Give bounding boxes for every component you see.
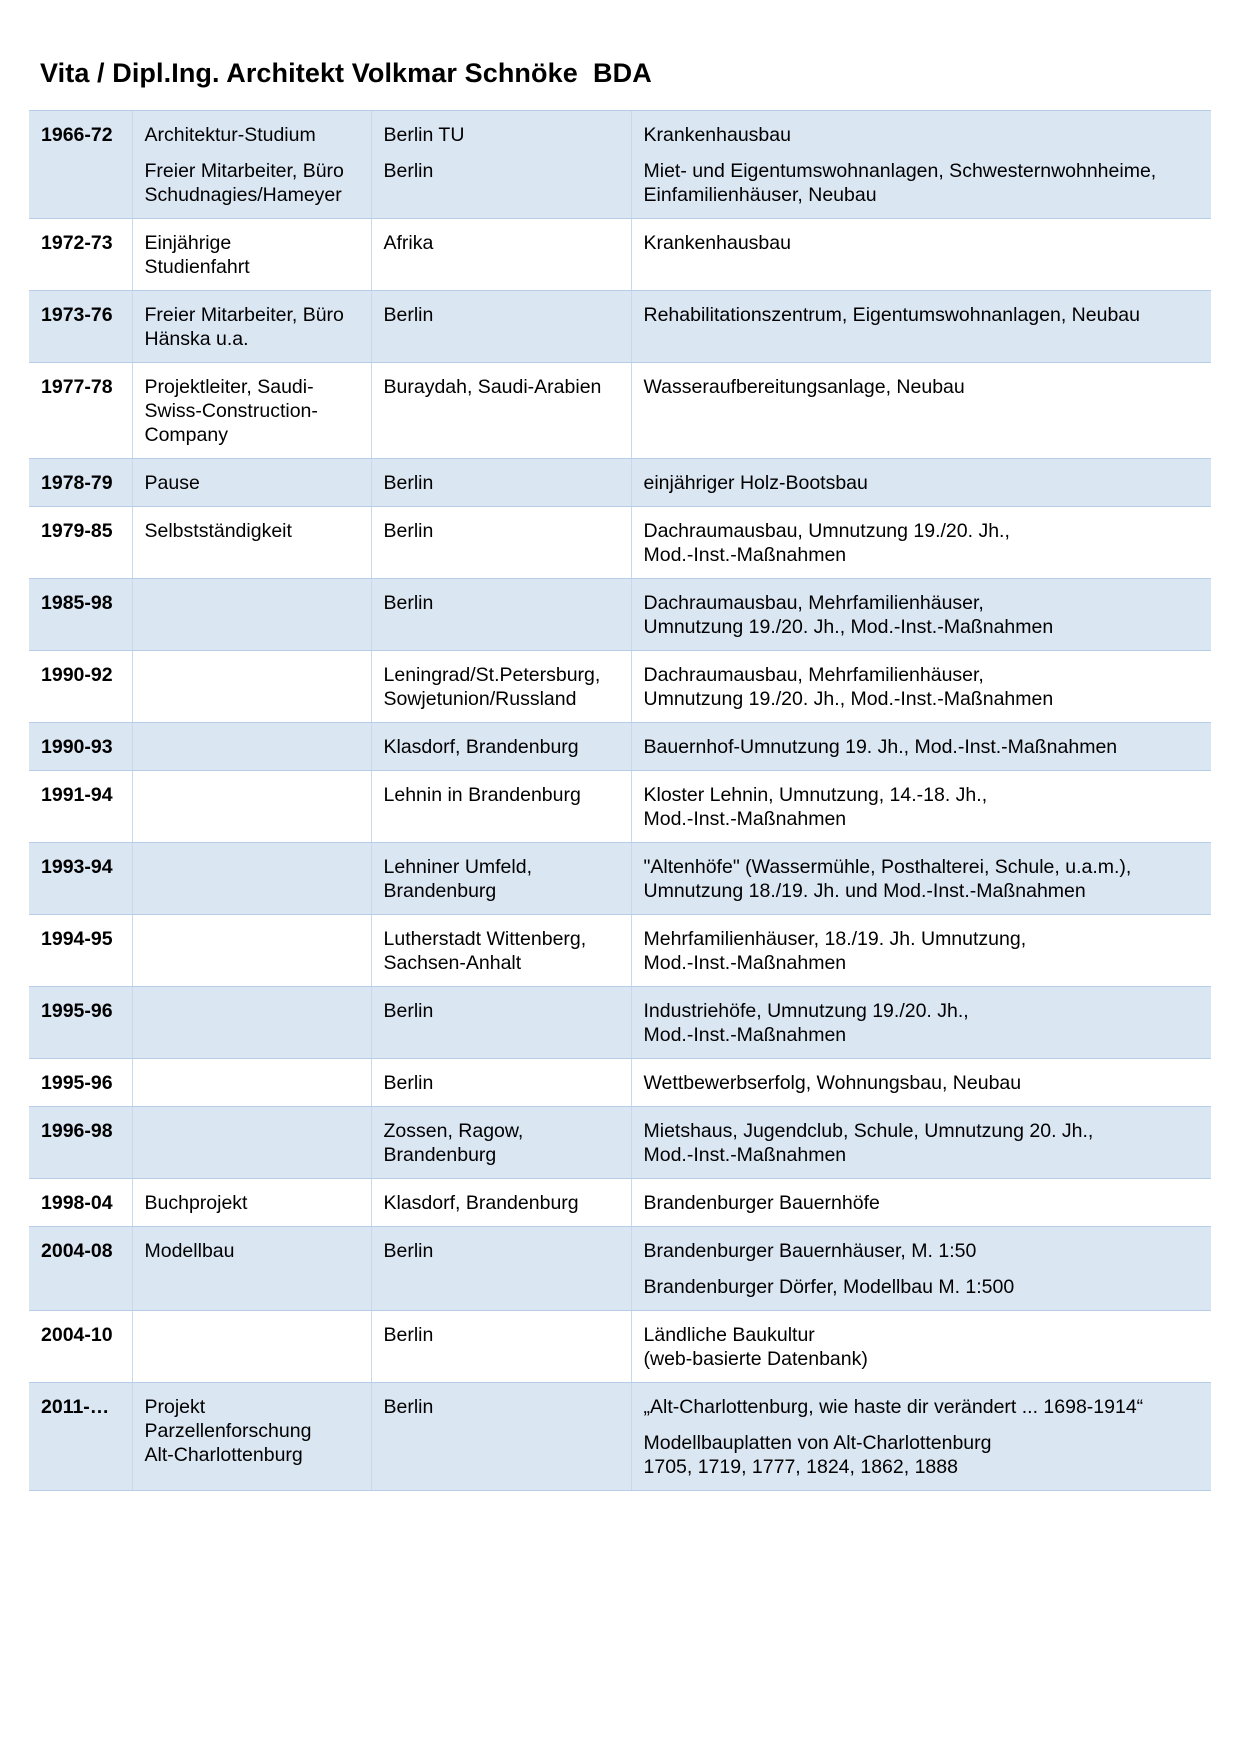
place-cell (371, 1383, 631, 1491)
year-cell: 2011-… (29, 1383, 132, 1491)
work-cell (631, 1383, 1211, 1491)
cell-entry: Pause (144, 472, 200, 494)
place-cell (371, 111, 631, 219)
cell-entry: Berlin (383, 520, 434, 542)
work-cell (631, 843, 1211, 915)
role-cell (132, 771, 371, 843)
role-cell (132, 579, 371, 651)
vita-table (29, 110, 1211, 1491)
role-cell (132, 915, 371, 987)
cell-entry: Projektleiter, Saudi- Swiss-Construction- Company (144, 376, 318, 446)
cell-entry: Einjährige Studienfahrt (144, 232, 250, 278)
cell-entry: Modellbau (144, 1240, 235, 1262)
place-cell (371, 1059, 631, 1107)
work-cell (631, 723, 1211, 771)
cell-entry: Mietshaus, Jugendclub, Schule, Umnutzung 20. Jh., Mod.-Inst.-Maßnahmen (643, 1120, 1094, 1166)
work-cell (631, 1059, 1211, 1107)
year-cell: 1994-95 (29, 915, 132, 987)
cell-entry: Brandenburger Bauernhöfe (643, 1192, 880, 1214)
role-cell (132, 1179, 371, 1227)
table-row (29, 111, 1211, 219)
year-cell: 1977-78 (29, 363, 132, 459)
place-cell (371, 1107, 631, 1179)
table-row (29, 363, 1211, 459)
cell-entry: Berlin (383, 1072, 434, 1094)
year-cell: 1978-79 (29, 459, 132, 507)
cell-entry: Brandenburger Dörfer, Modellbau M. 1:500 (643, 1276, 1015, 1298)
place-cell (371, 651, 631, 723)
role-cell (132, 363, 371, 459)
year-cell: 1973-76 (29, 291, 132, 363)
cell-entry: Zossen, Ragow, Brandenburg (383, 1120, 524, 1166)
table-row (29, 723, 1211, 771)
year-cell: 1995-96 (29, 987, 132, 1059)
role-cell (132, 219, 371, 291)
role-cell (132, 507, 371, 579)
cell-entry: "Altenhöfe" (Wassermühle, Posthalterei, Schule, u.a.m.), Umnutzung 18./19. Jh. und Mod.-Inst.-Maßnahmen (643, 856, 1132, 902)
year-cell: 1985-98 (29, 579, 132, 651)
work-cell (631, 771, 1211, 843)
table-row (29, 1059, 1211, 1107)
cell-entry: Miet- und Eigentumswohnanlagen, Schwesternwohnheime, Einfamilienhäuser, Neubau (643, 160, 1157, 206)
role-cell (132, 1107, 371, 1179)
cell-entry: Rehabilitationszentrum, Eigentumswohnanlagen, Neubau (643, 304, 1140, 326)
role-cell (132, 651, 371, 723)
table-row (29, 1227, 1211, 1311)
table-row (29, 1383, 1211, 1491)
role-cell (132, 987, 371, 1059)
table-row (29, 579, 1211, 651)
cell-entry: Bauernhof-Umnutzung 19. Jh., Mod.-Inst.-Maßnahmen (643, 736, 1118, 758)
year-cell: 1991-94 (29, 771, 132, 843)
role-cell (132, 843, 371, 915)
cell-entry: Selbstständigkeit (144, 520, 292, 542)
cell-entry: Wettbewerbserfolg, Wohnungsbau, Neubau (643, 1072, 1022, 1094)
table-row (29, 771, 1211, 843)
table-row (29, 219, 1211, 291)
cell-entry: Ländliche Baukultur (web-basierte Datenbank) (643, 1324, 868, 1370)
work-cell (631, 507, 1211, 579)
year-cell: 1993-94 (29, 843, 132, 915)
cell-entry: Kloster Lehnin, Umnutzung, 14.-18. Jh., Mod.-Inst.-Maßnahmen (643, 784, 988, 830)
role-cell (132, 1059, 371, 1107)
cell-entry: Klasdorf, Brandenburg (383, 736, 579, 758)
table-row (29, 1311, 1211, 1383)
cell-entry: Buchprojekt (144, 1192, 248, 1214)
work-cell (631, 987, 1211, 1059)
work-cell (631, 651, 1211, 723)
cell-entry: Berlin (383, 160, 434, 182)
cell-entry: Berlin TU (383, 124, 465, 146)
cell-entry: Wasseraufbereitungsanlage, Neubau (643, 376, 965, 398)
table-row (29, 291, 1211, 363)
cell-entry: einjähriger Holz-Bootsbau (643, 472, 868, 494)
place-cell (371, 843, 631, 915)
year-cell: 2004-10 (29, 1311, 132, 1383)
place-cell (371, 771, 631, 843)
place-cell (371, 459, 631, 507)
year-cell: 1966-72 (29, 111, 132, 219)
work-cell (631, 459, 1211, 507)
cell-entry: Berlin (383, 1240, 434, 1262)
work-cell (631, 363, 1211, 459)
cell-entry: Berlin (383, 304, 434, 326)
cell-entry: Lehnin in Brandenburg (383, 784, 581, 806)
work-cell (631, 291, 1211, 363)
cell-entry: Dachraumausbau, Mehrfamilienhäuser, Umnutzung 19./20. Jh., Mod.-Inst.-Maßnahmen (643, 592, 1054, 638)
document-title: Vita / Dipl.Ing. Architekt Volkmar Schnöke BDA (40, 58, 652, 88)
work-cell (631, 111, 1211, 219)
place-cell (371, 291, 631, 363)
cell-entry: Brandenburger Bauernhäuser, M. 1:50 (643, 1240, 977, 1262)
table-row (29, 1179, 1211, 1227)
cell-entry: Architektur-Studium (144, 124, 316, 146)
cell-entry: Berlin (383, 1396, 434, 1418)
table-row (29, 651, 1211, 723)
cell-entry: Dachraumausbau, Mehrfamilienhäuser, Umnutzung 19./20. Jh., Mod.-Inst.-Maßnahmen (643, 664, 1054, 710)
cell-entry: Berlin (383, 1324, 434, 1346)
cell-entry: Krankenhausbau (643, 124, 791, 146)
cell-entry: Projekt Parzellenforschung Alt-Charlottenburg (144, 1396, 312, 1466)
cell-entry: Klasdorf, Brandenburg (383, 1192, 579, 1214)
cell-entry: Afrika (383, 232, 434, 254)
year-cell: 1998-04 (29, 1179, 132, 1227)
role-cell (132, 1311, 371, 1383)
role-cell (132, 111, 371, 219)
table-row (29, 1107, 1211, 1179)
year-cell: 1972-73 (29, 219, 132, 291)
cell-entry: Berlin (383, 472, 434, 494)
work-cell (631, 1107, 1211, 1179)
table-row (29, 507, 1211, 579)
cell-entry: Leningrad/St.Petersburg, Sowjetunion/Russland (383, 664, 601, 710)
role-cell (132, 723, 371, 771)
table-row (29, 915, 1211, 987)
work-cell (631, 1227, 1211, 1311)
cell-entry: Berlin (383, 1000, 434, 1022)
cell-entry: Mehrfamilienhäuser, 18./19. Jh. Umnutzung, Mod.-Inst.-Maßnahmen (643, 928, 1027, 974)
cell-entry: Lutherstadt Wittenberg, Sachsen-Anhalt (383, 928, 587, 974)
place-cell (371, 1179, 631, 1227)
role-cell (132, 1383, 371, 1491)
cell-entry: Modellbauplatten von Alt-Charlottenburg 1705, 1719, 1777, 1824, 1862, 1888 (643, 1432, 992, 1478)
cell-entry: Berlin (383, 592, 434, 614)
year-cell: 1995-96 (29, 1059, 132, 1107)
role-cell (132, 459, 371, 507)
table-row (29, 843, 1211, 915)
role-cell (132, 1227, 371, 1311)
place-cell (371, 987, 631, 1059)
place-cell (371, 1311, 631, 1383)
cell-entry: Buraydah, Saudi-Arabien (383, 376, 602, 398)
cell-entry: „Alt-Charlottenburg, wie haste dir verändert ... 1698-1914“ (643, 1396, 1144, 1418)
year-cell: 1990-93 (29, 723, 132, 771)
table-row (29, 987, 1211, 1059)
place-cell (371, 915, 631, 987)
cell-entry: Industriehöfe, Umnutzung 19./20. Jh., Mod.-Inst.-Maßnahmen (643, 1000, 969, 1046)
cell-entry: Lehniner Umfeld, Brandenburg (383, 856, 532, 902)
place-cell (371, 1227, 631, 1311)
cell-entry: Freier Mitarbeiter, Büro Hänska u.a. (144, 304, 344, 350)
year-cell: 1990-92 (29, 651, 132, 723)
work-cell (631, 915, 1211, 987)
work-cell (631, 1311, 1211, 1383)
work-cell (631, 579, 1211, 651)
role-cell (132, 291, 371, 363)
year-cell: 2004-08 (29, 1227, 132, 1311)
work-cell (631, 1179, 1211, 1227)
year-cell: 1979-85 (29, 507, 132, 579)
work-cell (631, 219, 1211, 291)
place-cell (371, 579, 631, 651)
cell-entry: Krankenhausbau (643, 232, 791, 254)
place-cell (371, 507, 631, 579)
place-cell (371, 723, 631, 771)
table-row (29, 459, 1211, 507)
cell-entry: Freier Mitarbeiter, Büro Schudnagies/Hameyer (144, 160, 344, 206)
year-cell: 1996-98 (29, 1107, 132, 1179)
place-cell (371, 219, 631, 291)
place-cell (371, 363, 631, 459)
cell-entry: Dachraumausbau, Umnutzung 19./20. Jh., Mod.-Inst.-Maßnahmen (643, 520, 1010, 566)
vita-table-body (29, 111, 1211, 1491)
